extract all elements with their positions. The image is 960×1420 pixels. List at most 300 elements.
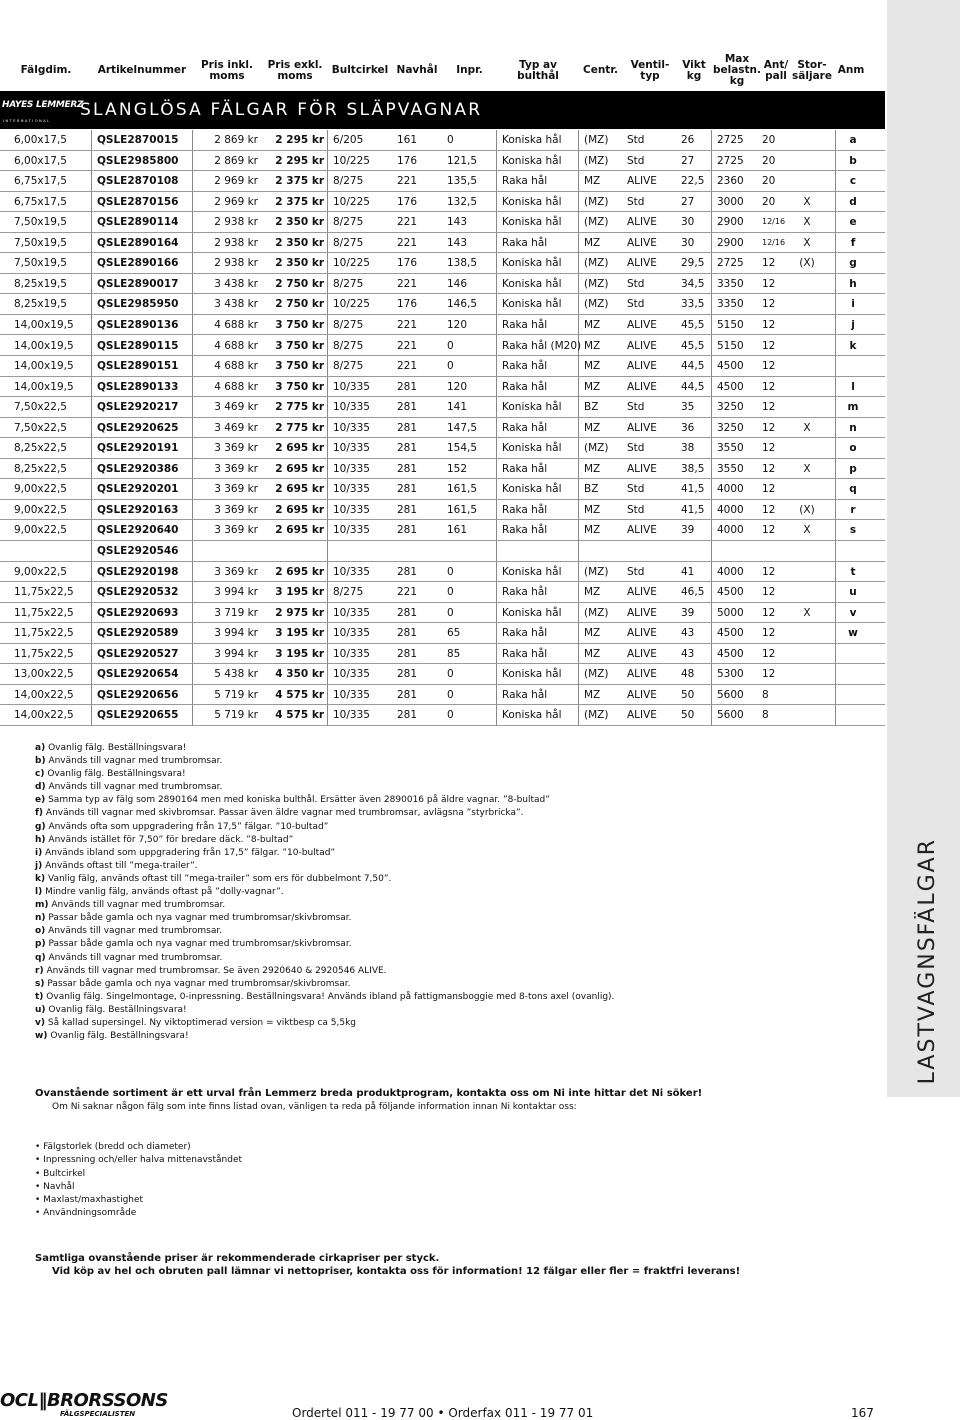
cell-dim: 6,00x17,5 (14, 134, 67, 146)
cell-bul: 8/275 (333, 586, 364, 599)
cell-ant: 12 (762, 524, 776, 537)
bullet-text: Navhål (43, 1181, 75, 1192)
footer-logo-sub: FÄLGSPECIALISTEN (60, 1410, 136, 1418)
header-cen: Centr. (583, 64, 618, 76)
cell-nav: 176 (397, 298, 418, 311)
cell-nav: 281 (397, 462, 418, 475)
cell-bul: 8/275 (333, 318, 364, 331)
cell-vik: 44,5 (681, 380, 705, 393)
cell-pri: 3 994 kr (214, 647, 258, 660)
cell-inp: 0 (447, 565, 454, 578)
cell-inp: 161,5 (447, 483, 478, 496)
header-max: Max belastn. kg (712, 53, 762, 87)
footnote (35, 807, 755, 820)
cell-max: 4500 (717, 647, 744, 660)
footnote-key: h) (35, 834, 46, 845)
cell-anm: r (850, 503, 856, 516)
footnote (35, 886, 755, 899)
cell-art: QSLE2920191 (97, 442, 179, 455)
cell-anm: w (848, 627, 858, 640)
cell-bul: 10/335 (333, 709, 370, 722)
cell-dim: 9,00x22,5 (14, 524, 67, 537)
footnote-text: Används till vagnar med trumbromsar. (48, 782, 223, 793)
cell-typ: Raka hål (502, 647, 548, 660)
cell-ant: 12 (762, 647, 776, 660)
cell-nav: 281 (397, 606, 418, 619)
cell-dim: 8,25x19,5 (14, 298, 67, 311)
sidebar-tab (887, 0, 960, 1097)
footnote-text: Ovanlig fälg. Beställningsvara! (50, 1031, 189, 1042)
footer-logo-text: OCL‖BRORSSONS (0, 1390, 168, 1411)
table-row (0, 418, 885, 439)
cell-typ (497, 541, 579, 561)
cell-vik: 41 (681, 565, 695, 578)
cell-vik: 27 (681, 195, 695, 208)
footnote-text: Ovanlig fälg. Beställningsvara! (48, 743, 187, 753)
footnote-text: Samma typ av fälg som 2890164 men med koniska bulthål. Ersätter även 2890016 på äldre vagnar. ”8-bultad” (48, 795, 550, 806)
cell-val: ALIVE (627, 627, 657, 640)
footnote (35, 991, 755, 1004)
footnote-key: u) (35, 1004, 46, 1015)
cell-max: 4500 (717, 380, 744, 393)
footnote-key: q) (35, 952, 46, 963)
cell-bul: 10/335 (333, 503, 370, 516)
cell-nav: 176 (397, 195, 418, 208)
bullet-item (35, 1168, 242, 1181)
footnote-key: k) (35, 873, 46, 884)
cell-nav (392, 541, 442, 561)
bullet-icon: • (35, 1142, 44, 1152)
cell-dim: 7,50x19,5 (14, 236, 67, 249)
footnote (35, 1004, 755, 1017)
cell-anm: k (849, 339, 857, 352)
cell-cen: MZ (584, 688, 601, 701)
footnote-text: Ovanlig fälg. Singelmontage, 0-inpressning. Beställningsvara! Används ibland på fattigmansboggie med 8-tons axel (ovanlig). (46, 991, 615, 1002)
cell-art: QSLE2920640 (97, 524, 179, 537)
cell-prx: 3 750 kr (275, 380, 324, 393)
cell-val: ALIVE (627, 318, 657, 331)
footnote (35, 978, 755, 991)
cell-cen: (MZ) (584, 668, 609, 681)
cell-inp: 0 (447, 709, 454, 722)
cell-inp: 121,5 (447, 154, 478, 167)
cell-pri: 5 719 kr (214, 709, 258, 722)
cell-typ: Koniska hål (502, 154, 562, 167)
cell-cen: MZ (584, 462, 601, 475)
cell-inp: 138,5 (447, 257, 478, 270)
cell-cen: BZ (584, 401, 599, 414)
cell-inp: 147,5 (447, 421, 478, 434)
cell-inp: 132,5 (447, 195, 478, 208)
cell-vik: 35 (681, 401, 695, 414)
cell-max: 2900 (717, 236, 744, 249)
cell-ant: 12 (762, 257, 776, 270)
price-note: Samtliga ovanstående priser är rekommenderade cirkapriser per styck. (35, 1253, 440, 1264)
cell-val: Std (627, 277, 645, 290)
cell-pri: 3 994 kr (214, 627, 258, 640)
cell-ant: 12 (762, 318, 776, 331)
cell-inp (442, 541, 497, 561)
cell-val: Std (627, 442, 645, 455)
cell-prx: 2 775 kr (275, 421, 324, 434)
info-heading: Ovanstående sortiment är ett urval från Lemmerz breda produktprogram, kontakta oss om Ni inte hittar det Ni söker! (35, 1088, 703, 1099)
cell-val: ALIVE (627, 524, 657, 537)
footnote (35, 834, 755, 847)
table-row (0, 541, 885, 562)
cell-max: 5600 (717, 688, 744, 701)
cell-sto (792, 377, 822, 397)
cell-cen: (MZ) (584, 154, 609, 167)
footnote-text: Passar både gamla och nya vagnar med trumbromsar/skivbromsar. (47, 978, 351, 989)
cell-nav: 281 (397, 380, 418, 393)
cell-vik: 22,5 (681, 175, 705, 188)
cell-prx: 4 350 kr (275, 668, 324, 681)
cell-ant: 12 (762, 503, 776, 516)
cell-val: Std (627, 503, 645, 516)
footnote-key: m) (35, 900, 49, 911)
cell-dim: 14,00x22,5 (14, 688, 74, 701)
cell-pri: 3 994 kr (214, 586, 258, 599)
footnote-key: i) (35, 847, 43, 858)
cell-prx: 3 750 kr (275, 360, 324, 373)
cell-max: 3550 (717, 462, 744, 475)
cell-ant: 20 (762, 195, 776, 208)
cell-pri: 3 369 kr (214, 565, 258, 578)
cell-bul: 6/205 (333, 134, 364, 146)
bullet-item (35, 1154, 242, 1167)
cell-ant: 12 (762, 462, 776, 475)
cell-nav: 281 (397, 688, 418, 701)
cell-anm (838, 356, 868, 376)
cell-dim: 6,75x17,5 (14, 175, 67, 188)
cell-prx: 2 750 kr (275, 298, 324, 311)
footnote (35, 925, 755, 938)
cell-sto (792, 479, 822, 499)
cell-anm: q (849, 483, 857, 496)
footer-logo (0, 1390, 168, 1420)
page-number: 167 (851, 1406, 874, 1420)
cell-typ: Raka hål (502, 421, 548, 434)
cell-max: 2725 (717, 257, 744, 270)
cell-sto (792, 623, 822, 643)
cell-bul: 8/275 (333, 236, 364, 249)
cell-inp: 120 (447, 380, 468, 393)
footnote-key: o) (35, 926, 46, 937)
cell-ant: 12 (762, 627, 776, 640)
cell-dim: 14,00x19,5 (14, 380, 74, 393)
cell-anm: a (849, 134, 857, 146)
footnote (35, 873, 755, 886)
cell-max: 5150 (717, 339, 744, 352)
cell-val: ALIVE (627, 380, 657, 393)
cell-inp: 0 (447, 339, 454, 352)
footer-contact: Ordertel 011 - 19 77 00 • Orderfax 011 - 19 77 01 (292, 1406, 594, 1420)
cell-sto: X (803, 195, 811, 208)
cell-inp: 120 (447, 318, 468, 331)
cell-pri: 3 438 kr (214, 298, 258, 311)
cell-sto: X (803, 606, 811, 619)
pallet-note: Vid köp av hel och obruten pall lämnar vi nettopriser, kontakta oss för information! 12 fälgar eller fler = fraktfri leverans! (52, 1266, 741, 1277)
cell-anm: e (849, 216, 857, 229)
cell-vik: 30 (681, 216, 695, 229)
cell-typ: Raka hål (M20) (502, 339, 582, 352)
cell-val: ALIVE (627, 647, 657, 660)
cell-art: QSLE2920655 (97, 709, 179, 722)
cell-art: QSLE2985800 (97, 154, 179, 167)
cell-cen: MZ (584, 175, 601, 188)
cell-prx: 2 350 kr (275, 236, 324, 249)
cell-prx: 4 575 kr (275, 709, 324, 722)
cell-pri: 4 688 kr (214, 318, 258, 331)
cell-dim: 8,25x22,5 (14, 462, 67, 475)
cell-nav: 161 (397, 134, 418, 146)
bullet-icon: • (35, 1168, 44, 1179)
cell-nav: 176 (397, 154, 418, 167)
cell-sto (792, 644, 822, 664)
footnote-text: Används till vagnar med trumbromsar. (48, 952, 223, 963)
cell-cen: MZ (584, 380, 601, 393)
cell-sto (792, 397, 822, 417)
cell-cen: (MZ) (584, 216, 609, 229)
cell-nav: 281 (397, 647, 418, 660)
cell-nav: 281 (397, 483, 418, 496)
cell-pri: 2 869 kr (214, 134, 258, 146)
cell-art: QSLE2920163 (97, 503, 179, 516)
bullet-text: Användningsområde (43, 1208, 137, 1219)
cell-max: 3550 (717, 442, 744, 455)
footnote-text: Används till vagnar med trumbromsar. (48, 756, 223, 767)
cell-sto: (X) (799, 503, 815, 516)
cell-vik: 29,5 (681, 257, 705, 270)
cell-dim: 7,50x22,5 (14, 401, 67, 414)
table-row (0, 233, 885, 254)
footnote (35, 847, 755, 860)
cell-pri: 4 688 kr (214, 360, 258, 373)
cell-inp: 0 (447, 606, 454, 619)
cell-bul: 10/335 (333, 524, 370, 537)
cell-typ: Raka hål (502, 586, 548, 599)
cell-inp: 141 (447, 401, 468, 414)
footnote (35, 860, 755, 873)
footnote-key: b) (35, 756, 46, 767)
cell-max: 5000 (717, 606, 744, 619)
cell-val: ALIVE (627, 339, 657, 352)
bullet-text: Fälgstorlek (bredd och diameter) (43, 1142, 191, 1152)
cell-cen (579, 541, 622, 561)
cell-pri: 2 938 kr (214, 257, 258, 270)
cell-sto: X (803, 524, 811, 537)
cell-sto: X (803, 421, 811, 434)
footnote-text: Används till vagnar med trumbromsar. (48, 926, 223, 937)
cell-max: 4000 (717, 503, 744, 516)
cell-art: QSLE2890151 (97, 360, 179, 373)
cell-vik: 39 (681, 524, 695, 537)
cell-prx: 2 375 kr (275, 175, 324, 188)
cell-sto (792, 685, 822, 705)
cell-bul: 8/275 (333, 175, 364, 188)
header-ant: Ant/ pall (763, 58, 789, 82)
cell-pri: 3 369 kr (214, 524, 258, 537)
cell-art: QSLE2920532 (97, 586, 179, 599)
bullet-item (35, 1141, 242, 1154)
cell-vik: 38 (681, 442, 695, 455)
bullet-item (35, 1181, 242, 1194)
cell-vik (676, 541, 717, 561)
cell-anm: g (849, 257, 857, 270)
footnote-text: Används till vagnar med trumbromsar. (51, 900, 226, 911)
bullet-text: Bultcirkel (43, 1168, 86, 1179)
cell-anm: j (851, 318, 855, 331)
cell-max (712, 541, 757, 561)
cell-vik: 43 (681, 627, 695, 640)
table-row (0, 356, 885, 377)
footnote-text: Används ofta som uppgradering från 17,5” fälgar. ”10-bultad” (48, 821, 329, 832)
cell-inp: 135,5 (447, 175, 478, 188)
cell-dim: 11,75x22,5 (14, 606, 74, 619)
cell-cen: MZ (584, 339, 601, 352)
cell-typ: Koniska hål (502, 401, 562, 414)
cell-bul: 8/275 (333, 360, 364, 373)
cell-val: ALIVE (627, 216, 657, 229)
cell-val: ALIVE (627, 688, 657, 701)
cell-typ: Raka hål (502, 236, 548, 249)
cell-bul: 10/225 (333, 195, 370, 208)
cell-dim: 9,00x22,5 (14, 565, 67, 578)
cell-cen: (MZ) (584, 709, 609, 722)
cell-bul: 10/335 (333, 483, 370, 496)
cell-sto: X (803, 462, 811, 475)
cell-typ: Koniska hål (502, 668, 562, 681)
table-row (0, 500, 885, 521)
cell-nav: 221 (397, 318, 418, 331)
cell-sto (792, 541, 822, 561)
cell-val: ALIVE (627, 360, 657, 373)
footnote-text: Används istället för 7,50” för bredare däck. ”8-bultad” (48, 834, 294, 845)
bullet-item (35, 1207, 242, 1220)
cell-nav: 281 (397, 668, 418, 681)
brand-logo-sub: INTERNATIONAL (3, 119, 51, 123)
cell-cen: MZ (584, 503, 601, 516)
footnote (35, 755, 755, 768)
cell-nav: 281 (397, 503, 418, 516)
table-row (0, 438, 885, 459)
cell-sto (792, 171, 822, 191)
cell-ant: 12 (762, 277, 776, 290)
cell-bul: 10/335 (333, 688, 370, 701)
footnote-text: Så kallad supersingel. Ny viktoptimerad version = viktbesp ca 5,5kg (47, 1017, 357, 1028)
cell-prx: 2 350 kr (275, 257, 324, 270)
cell-sto: (X) (799, 257, 815, 270)
cell-art: QSLE2920625 (97, 421, 179, 434)
cell-prx: 2 695 kr (275, 565, 324, 578)
footnote-key: e) (35, 795, 46, 806)
cell-val: Std (627, 195, 645, 208)
cell-max: 3350 (717, 277, 744, 290)
footnote-key: f) (35, 808, 44, 819)
cell-nav: 221 (397, 236, 418, 249)
cell-anm: u (849, 586, 857, 599)
cell-dim: 11,75x22,5 (14, 627, 74, 640)
cell-dim: 14,00x22,5 (14, 709, 74, 722)
cell-ant (757, 541, 792, 561)
table-row (0, 151, 885, 172)
cell-typ: Koniska hål (502, 257, 562, 270)
cell-nav: 281 (397, 524, 418, 537)
cell-anm: v (849, 606, 857, 619)
cell-nav: 281 (397, 421, 418, 434)
header-anm: Anm (837, 64, 865, 76)
bullet-icon: • (35, 1155, 44, 1166)
cell-cen: MZ (584, 627, 601, 640)
cell-inp: 152 (447, 462, 468, 475)
cell-vik: 33,5 (681, 298, 705, 311)
cell-cen: (MZ) (584, 277, 609, 290)
cell-sto (792, 130, 822, 150)
cell-ant: 20 (762, 154, 776, 167)
bullet-icon: • (35, 1181, 44, 1192)
cell-anm: s (849, 524, 857, 537)
cell-cen: (MZ) (584, 298, 609, 311)
cell-ant: 12/16 (762, 217, 786, 227)
cell-max: 3250 (717, 401, 744, 414)
cell-nav: 221 (397, 586, 418, 599)
bullet-text: Inpressning och/eller halva mittenavståndet (43, 1155, 243, 1166)
cell-val: ALIVE (627, 462, 657, 475)
cell-vik: 26 (681, 134, 695, 146)
cell-dim: 6,75x17,5 (14, 195, 67, 208)
header-nav: Navhål (396, 64, 438, 76)
cell-vik: 34,5 (681, 277, 705, 290)
cell-bul: 8/275 (333, 216, 364, 229)
cell-max: 4500 (717, 360, 744, 373)
cell-pri: 2 938 kr (214, 216, 258, 229)
footnote-key: l) (35, 887, 43, 898)
cell-vik: 43 (681, 647, 695, 660)
cell-typ: Raka hål (502, 462, 548, 475)
cell-typ: Koniska hål (502, 442, 562, 455)
cell-vik: 30 (681, 236, 695, 249)
cell-max: 4500 (717, 627, 744, 640)
cell-cen: MZ (584, 318, 601, 331)
cell-inp: 0 (447, 134, 454, 146)
cell-dim: 8,25x22,5 (14, 442, 67, 455)
cell-pri: 3 369 kr (214, 483, 258, 496)
cell-anm: t (850, 565, 856, 578)
cell-pri: 3 369 kr (214, 442, 258, 455)
table-row (0, 336, 885, 357)
footnote (35, 1030, 755, 1043)
cell-max: 4000 (717, 524, 744, 537)
header-bul: Bultcirkel (331, 64, 389, 76)
cell-anm (838, 685, 868, 705)
footnote-key: c) (35, 769, 45, 780)
cell-typ: Raka hål (502, 627, 548, 640)
cell-prx: 3 195 kr (275, 647, 324, 660)
cell-cen: (MZ) (584, 134, 609, 146)
cell-dim (14, 541, 92, 561)
cell-dim: 7,50x22,5 (14, 421, 67, 434)
cell-max: 4000 (717, 565, 744, 578)
footnote-text: Mindre vanlig fälg, används oftast på ”dolly-vagnar”. (45, 887, 284, 898)
cell-anm (838, 541, 868, 561)
cell-val: Std (627, 298, 645, 311)
cell-art: QSLE2870108 (97, 175, 179, 188)
cell-val: Std (627, 565, 645, 578)
cell-bul: 10/225 (333, 298, 370, 311)
cell-art: QSLE2920217 (97, 401, 179, 414)
cell-pri: 3 469 kr (214, 401, 258, 414)
cell-ant: 12/16 (762, 237, 786, 247)
